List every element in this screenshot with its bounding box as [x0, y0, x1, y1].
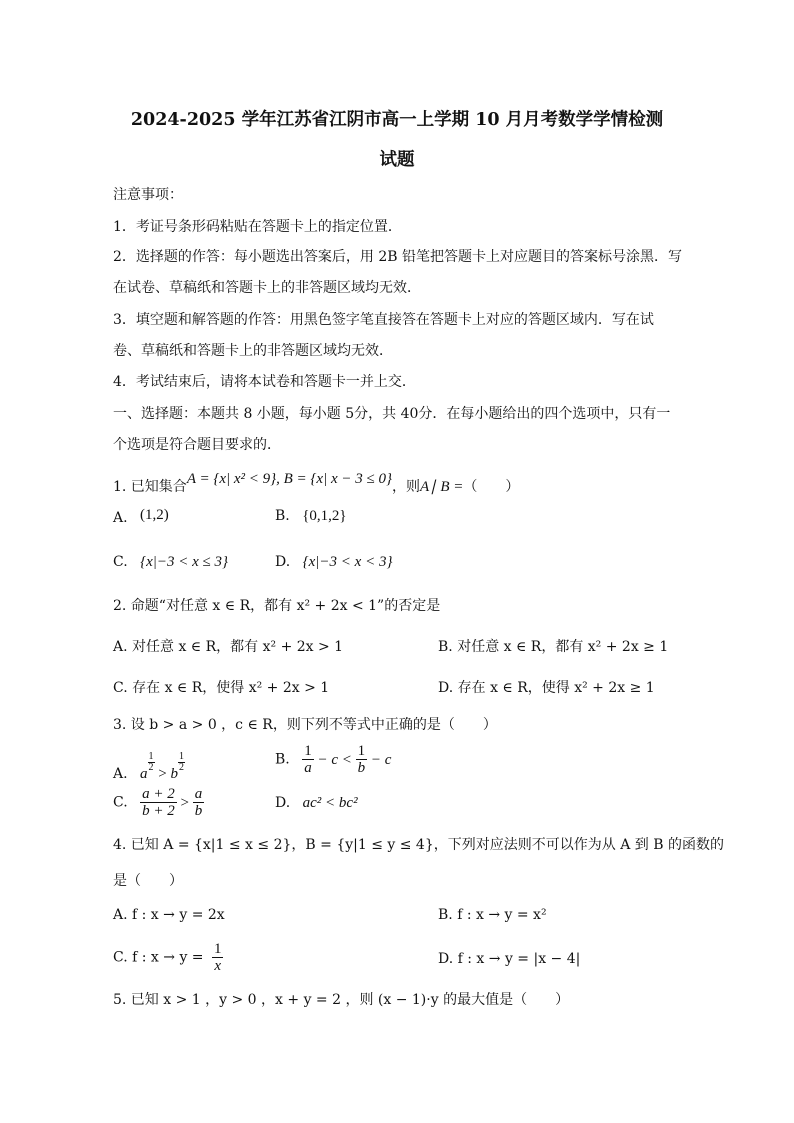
question-4-stem-a: 4. 已知 A = {x|1 ≤ x ≤ 2}，B = {y|1 ≤ y ≤ 4}，下列对应法则不可以作为从 A 到 B 的函数的: [113, 837, 724, 853]
q4-option-c: C. f : x → y = $\frac{1}{x}$: [113, 941, 222, 974]
q1-option-c: [113, 553, 228, 571]
q1-option-a-label: A.: [113, 510, 128, 526]
question-1-paren: （ ）: [463, 479, 520, 495]
q3-option-c-expr: $\frac{a + 2}{b + 2}$ > $\frac{a}{b}$: [142, 786, 203, 819]
notice-item-2a: 2．选择题的作答：每小题选出答案后，用 2B 铅笔把答题卡上对应题目的答案标号涂黑．写: [113, 249, 683, 265]
question-1-stem: [113, 471, 520, 496]
q2-option-d: D. 存在 x ∈ R，使得 x² + 2x ≥ 1: [438, 680, 655, 696]
q3-option-c: [113, 786, 204, 819]
question-1-sets: A = {x| x² < 9}, B = {x| x − 3 ≤ 0}: [186, 471, 392, 487]
q1-option-a: [113, 509, 169, 527]
notice-item-2b: 在试卷、草稿纸和答题卡上的非答题区域均无效．: [113, 280, 421, 296]
question-4-stem-b: 是（ ）: [113, 873, 183, 889]
q2-option-a: A. 对任意 x ∈ R，都有 x² + 2x > 1: [113, 639, 344, 655]
q3-option-d-value: ac² < bc²: [302, 795, 358, 811]
q4-option-c-label: C. f : x → y =: [113, 949, 204, 966]
exam-title-line2: 试题: [379, 150, 415, 170]
question-1-prefix: 1. 已知集合: [113, 479, 187, 495]
q3-option-d: [275, 794, 358, 812]
question-5-stem: 5. 已知 x > 1 ，y > 0 ，x + y = 2 ，则 (x − 1)·y 的最大值是（ ）: [113, 992, 570, 1008]
q4-option-b: B. f : x → y = x²: [438, 907, 547, 923]
q3-option-b: [275, 743, 391, 776]
q1-option-d-value: {x|−3 < x < 3}: [302, 554, 393, 570]
notice-item-1: 1．考证号条形码粘贴在答题卡上的指定位置．: [113, 219, 402, 235]
section-heading-line2: 个选项是符合题目要求的．: [113, 437, 281, 453]
q1-option-d: [275, 553, 392, 571]
q1-option-c-value: {x|−3 < x ≤ 3}: [140, 554, 229, 570]
q3-option-c-label: C.: [113, 794, 128, 811]
question-1-expr: A∣ B =: [419, 479, 464, 495]
q3-option-a: [113, 752, 185, 783]
q3-option-b-label: B.: [275, 751, 290, 768]
q2-option-b: B. 对任意 x ∈ R，都有 x² + 2x ≥ 1: [438, 639, 669, 655]
q2-option-c: C. 存在 x ∈ R，使得 x² + 2x > 1: [113, 680, 330, 696]
q4-option-a: A. f : x → y = 2x: [113, 907, 225, 923]
notice-item-4: 4．考试结束后，请将本试卷和答题卡一并上交．: [113, 374, 416, 390]
question-2-stem: 2. 命题“对任意 x ∈ R，都有 x² + 2x < 1”的否定是: [113, 598, 441, 614]
question-3-stem: 3. 设 b > a > 0 ，c ∈ R，则下列不等式中正确的是（ ）: [113, 717, 497, 733]
q3-option-d-label: D.: [275, 795, 291, 811]
q4-option-d: D. f : x → y = |x − 4|: [438, 951, 581, 967]
q1-option-b: [275, 507, 347, 525]
q1-option-c-label: C.: [113, 554, 128, 570]
section-heading-line1: 一、选择题：本题共 8 小题，每小题 5分，共 40分．在每小题给出的四个选项中，只有一: [113, 406, 671, 422]
question-1-mid: ，则: [391, 479, 420, 495]
notice-heading: 注意事项：: [113, 187, 183, 203]
q3-option-b-expr: $\frac{1}{a}$ − c < $\frac{1}{b}$ − c: [304, 743, 392, 776]
q1-option-b-value: {0,1,2}: [302, 508, 347, 524]
q3-option-a-label: A.: [113, 766, 128, 782]
notice-item-3a: 3．填空题和解答题的作答：用黑色签字笔直接答在答题卡上对应的答题区域内．写在试: [113, 312, 654, 328]
q1-option-a-value: (1,2): [140, 507, 169, 523]
q3-option-a-expr: a $\frac{1}{2}$ > b $\frac{1}{2}$: [140, 751, 184, 782]
notice-item-3b: 卷、草稿纸和答题卡上的非答题区域均无效．: [113, 343, 393, 359]
q1-option-d-label: D.: [275, 554, 291, 570]
exam-title-line1: 2024-2025 学年江苏省江阴市高一上学期 10 月月考数学学情检测: [130, 110, 664, 130]
q1-option-b-label: B.: [275, 508, 290, 524]
